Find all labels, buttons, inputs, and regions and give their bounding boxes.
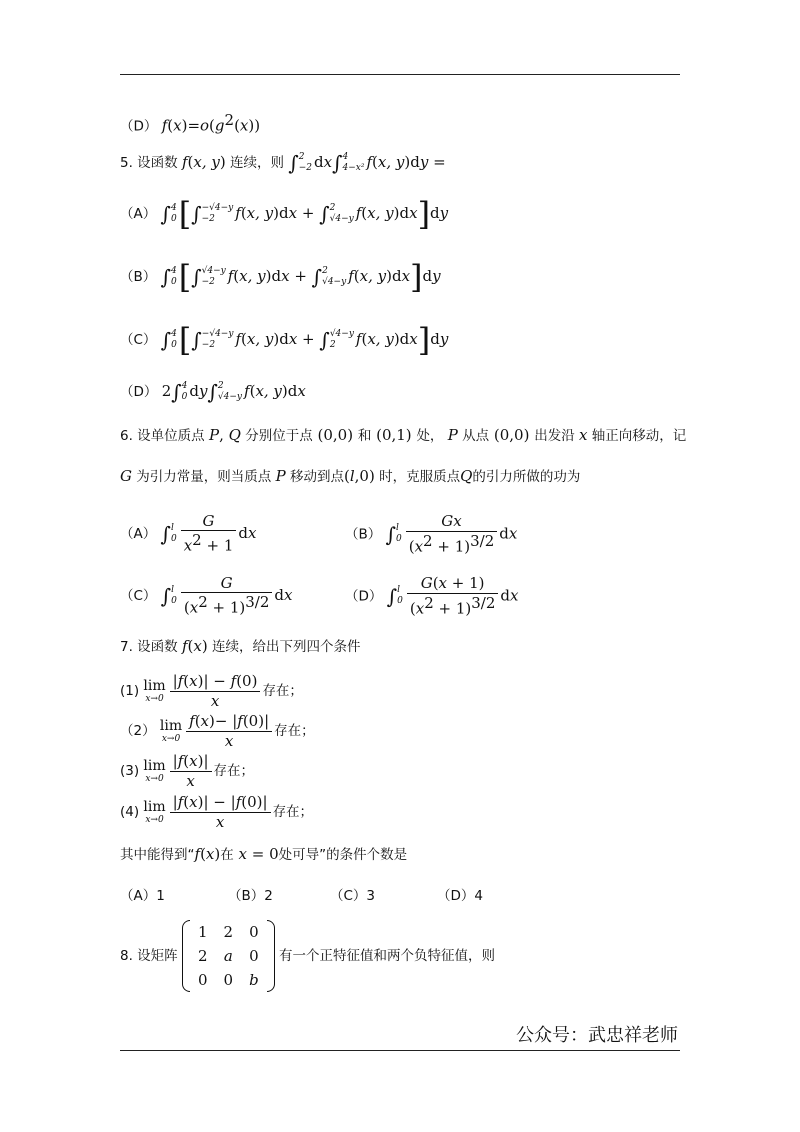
option-label: （C） xyxy=(120,332,157,348)
q5-option-b: （B） ∫ 4 0 [∫ √4−y −2 f(x, y)dx + ∫ 2 √4−y f(x, y)dx]dy xyxy=(120,258,441,296)
q4-option-d: （D） $f(x)=o(g^2(x))$ xyxy=(120,111,261,135)
q7-question: 其中能得到“f(x)在 x = 0处可导”的条件个数是 xyxy=(120,845,408,863)
q7-condition-2: （2） lim x→0 $\frac{f(x)- |f(0)|}{x}$ 存在； xyxy=(120,712,315,750)
q5-option-d: （D） 2∫ 4 0 dy∫ 2 √4−y f(x, y)dx xyxy=(120,380,306,404)
option-label: （C） xyxy=(120,587,157,604)
q7-choice-a: （A）1 xyxy=(120,888,165,904)
option-label: （D） xyxy=(120,384,158,400)
option-label: （D） xyxy=(120,118,158,135)
q6-option-a: （A） ∫ l 0 $\frac{G}{x^2 + 1}$ dx xyxy=(120,512,257,555)
q7-choice-b: （B）2 xyxy=(228,888,273,904)
option-label: （A） xyxy=(120,206,157,222)
q7-choice-c: （C）3 xyxy=(330,888,376,904)
top-rule xyxy=(120,74,680,75)
q7-condition-1: (1) lim x→0 $\frac{|f(x)| - f(0)}{x}$ 存在； xyxy=(120,672,303,710)
matrix: 1 2 0 2 a 0 0 0 b xyxy=(182,920,275,992)
q4d-expr: f xyxy=(161,116,168,135)
q7-stem: 7. 设函数 f(x) 连续，给出下列四个条件 xyxy=(120,637,361,655)
q6-stem-line1: 6. 设单位质点 P, Q 分别位于点 (0,0) 和 (0,1) 处， P 从点 (0,0) 出发沿 x 轴正向移动，记 xyxy=(120,426,687,444)
q6-option-d: （D） ∫ l 0 $\frac{G(x + 1)}{(x^2 + 1)^{3/2}}$ dx xyxy=(345,574,519,618)
q5-option-c: （C） ∫ 4 0 [∫ −√4−y −2 f(x, y)dx + ∫ √4−y 2 f(x, y)dx]dy xyxy=(120,321,449,359)
option-label: （B） xyxy=(345,526,382,543)
option-label: （A） xyxy=(120,525,157,542)
q7-choice-d: （D）4 xyxy=(437,888,483,904)
footer-wechat-account: 公众号：武忠祥老师 xyxy=(516,1025,678,1046)
option-label: （D） xyxy=(345,588,383,605)
bottom-rule xyxy=(120,1050,680,1051)
q6-option-b: （B） ∫ l 0 $\frac{Gx}{(x^2 + 1)^{3/2}}$ dx xyxy=(345,512,518,556)
q7-condition-3: (3) lim x→0 $\frac{|f(x)|}{x}$ 存在； xyxy=(120,752,255,790)
q7-condition-4: (4) lim x→0 $\frac{|f(x)| - |f(0)|}{x}$ 存在； xyxy=(120,793,314,831)
q5-option-a: （A） ∫ 4 0 [∫ −√4−y −2 f(x, y)dx + ∫ 2 √4−y f(x, y)dx]dy xyxy=(120,195,449,233)
q6-option-c: （C） ∫ l 0 $\frac{G}{(x^2 + 1)^{3/2}}$ dx xyxy=(120,574,293,617)
q8-stem: 8. 设矩阵 1 2 0 2 a 0 0 0 b 有一个正特征值和两个负特征值，则 xyxy=(120,920,495,992)
option-label: （B） xyxy=(120,269,157,285)
q5-stem: 5. 设函数 f(x, y) 连续，则 ∫ 2 −2 dx∫ 4 4−x² f(x, y)dy = xyxy=(120,151,446,175)
q6-stem-line2: G 为引力常量，则当质点 P 移动到点(l,0) 时，克服质点Q的引力所做的功为 xyxy=(120,467,581,485)
